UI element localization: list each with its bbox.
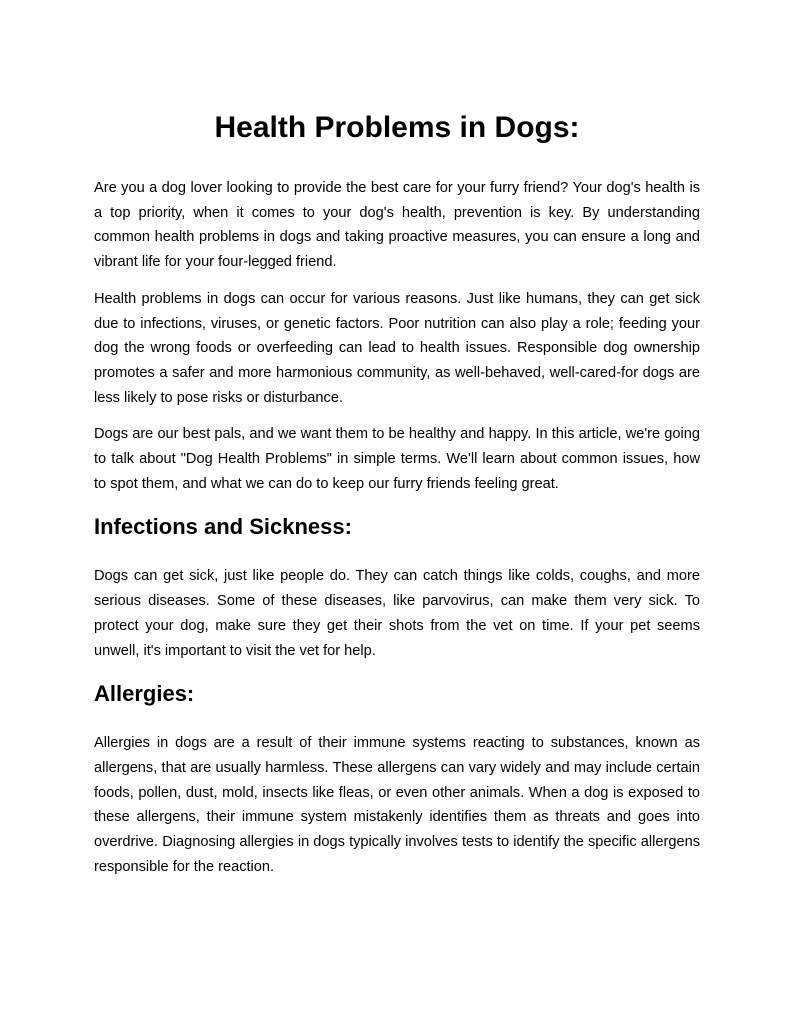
intro-paragraph-1: Are you a dog lover looking to provide the best care for your furry friend? Your dog's health is a top priority, when it comes to your dog's health, prevention is key. By understanding common health problems in dogs and taking proactive measures, you can ensure a long and vibrant life for your four-legged friend. <box>94 180 700 271</box>
section-heading-allergies: Allergies: <box>94 681 195 707</box>
intro-paragraph-3: Dogs are our best pals, and we want them to be healthy and happy. In this article, we're going to talk about "Dog Health Problems" in simple terms. We'll learn about common issues, how to spot them, and what we can do to keep our furry friends feeling great. <box>94 426 700 492</box>
intro-paragraph-2: Health problems in dogs can occur for various reasons. Just like humans, they can get sick due to infections, viruses, or genetic factors. Poor nutrition can also play a role; feeding your dog the wrong foods or overfeeding can lead to health issues. Responsible dog ownership promotes a safer and more harmonious community, as well-behaved, well-cared-for dogs are less likely to pose risks or disturbance. <box>94 290 700 406</box>
page-title: Health Problems in Dogs: <box>214 111 580 144</box>
document-page <box>94 104 700 891</box>
section-body-infections: Dogs can get sick, just like people do. They can catch things like colds, coughs, and more serious diseases. Some of these diseases, like parvovirus, can make them very sick. To protect your dog, make sure they get their shots from the vet on time. If your pet seems unwell, it's important to visit the vet for help. <box>94 568 700 659</box>
section-body-allergies: Allergies in dogs are a result of their immune systems reacting to substances, known as allergens, that are usually harmless. These allergens can vary widely and may include certain foods, pollen, dust, mold, insects like fleas, or even other animals. When a dog is exposed to these allergens, their immune system mistakenly identifies them as threats and goes into overdrive. Diagnosing allergies in dogs typically involves tests to identify the specific allergens responsible for the reaction. <box>94 735 700 875</box>
section-heading-infections: Infections and Sickness: <box>94 514 352 540</box>
